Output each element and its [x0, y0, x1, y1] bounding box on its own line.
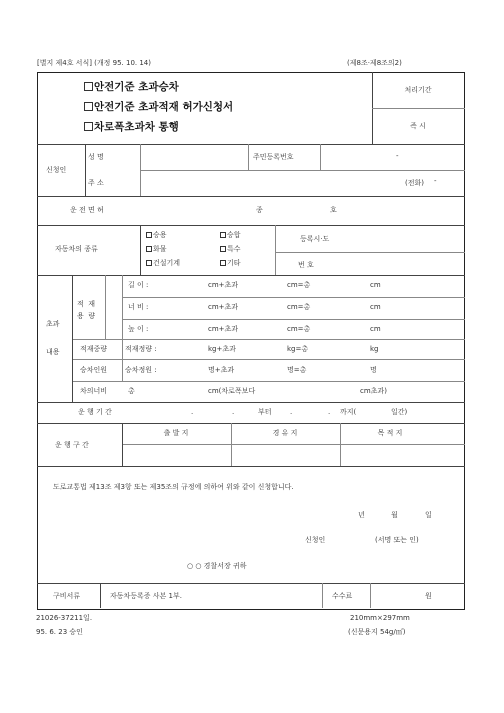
load-weight-label: 적재중량 — [80, 345, 108, 353]
form-code: 21026-37211일. — [36, 614, 93, 622]
resident-number-label: 주민등록번호 — [253, 153, 294, 161]
legal-article: (제8조·제8조의2) — [347, 59, 402, 67]
license-label: 운 전 면 허 — [70, 206, 104, 214]
paper-size: 210mm×297mm — [350, 614, 410, 622]
checkbox-icon — [84, 122, 93, 131]
load-weight-capacity: 적재정량 : — [125, 345, 157, 353]
height-formula: cm+초과 — [208, 325, 239, 333]
vehicle-option-cargo[interactable]: 화물 — [146, 246, 167, 253]
load-weight-unit: kg — [370, 345, 379, 353]
excess-section-label-2: 내용 — [46, 348, 60, 356]
name-label: 성 명 — [88, 153, 104, 161]
checkbox-icon — [84, 82, 93, 91]
load-weight-formula: kg+초과 — [208, 345, 236, 353]
checkbox-icon[interactable] — [220, 232, 226, 238]
width-formula: cm+초과 — [208, 303, 239, 311]
license-type-label: 종 — [256, 206, 263, 214]
checkbox-icon[interactable] — [220, 246, 226, 252]
length-label: 길 이 : — [128, 281, 149, 289]
fee-label: 수수료 — [332, 592, 353, 600]
checkbox-icon[interactable] — [220, 260, 226, 266]
length-unit: cm — [370, 281, 381, 289]
width-label: 너 비 : — [128, 303, 149, 311]
declaration-text: 도로교통법 제13조 제3항 또는 제35조의 규정에 의하여 위와 같이 신청합니다. — [53, 483, 294, 491]
height-unit: cm — [370, 325, 381, 333]
applicant-section-label: 신청인 — [46, 166, 67, 174]
phone-dash: - — [434, 177, 437, 185]
title-line-2: 안전기준 초과적재 허가신청서 — [84, 102, 233, 113]
destination-label: 목 적 지 — [377, 429, 403, 437]
operation-period-label: 운 행 기 간 — [78, 408, 112, 416]
period-dot: . — [290, 408, 293, 416]
year-label: 년 — [358, 511, 365, 519]
vehicle-width-total: 총 — [128, 387, 135, 395]
load-weight-total: kg=총 — [287, 345, 309, 353]
checkbox-icon[interactable] — [146, 246, 152, 252]
vehicle-width-excess: cm초과) — [360, 387, 387, 395]
vehicle-width-formula: cm(차로폭보다 — [208, 387, 256, 395]
passenger-label: 승차인원 — [80, 366, 108, 374]
excess-section-label-1: 초과 — [46, 320, 60, 328]
required-documents-label: 구비서류 — [53, 592, 81, 600]
passenger-capacity: 승차정원 : — [125, 366, 157, 374]
period-days: 일간) — [391, 408, 408, 416]
passenger-unit: 명 — [370, 366, 377, 374]
period-dot: . — [232, 408, 235, 416]
passenger-formula: 명+초과 — [208, 366, 235, 374]
addressee: ○ ○ 경찰서장 귀하 — [187, 562, 247, 570]
vehicle-type-label: 자동차의 종류 — [55, 245, 98, 253]
vehicle-option-construction[interactable]: 건설기계 — [146, 260, 180, 267]
height-total: cm=총 — [287, 325, 311, 333]
signature-placeholder: (서명 또는 인) — [375, 536, 419, 544]
height-label: 높 이 : — [128, 325, 149, 333]
vehicle-option-other[interactable]: 기타 — [220, 260, 241, 267]
required-documents-value: 자동차등록증 사본 1부. — [110, 592, 182, 600]
title-line-3: 차로폭초과차 통행 — [84, 122, 179, 133]
width-unit: cm — [370, 303, 381, 311]
period-dot: . — [328, 408, 331, 416]
processing-period-label: 처리기간 — [404, 86, 432, 94]
checkbox-icon — [84, 102, 93, 111]
vehicle-option-special[interactable]: 특수 — [220, 246, 241, 253]
processing-period-value: 즉 시 — [410, 122, 426, 130]
approval-date: 95. 6. 23 승인 — [36, 628, 83, 636]
vehicle-option-passenger[interactable]: 승용 — [146, 232, 167, 239]
license-number-label: 호 — [330, 206, 337, 214]
fee-unit: 원 — [425, 592, 432, 600]
vehicle-width-label: 차의너비 — [80, 387, 108, 395]
period-until: 까지( — [340, 408, 357, 416]
length-formula: cm+초과 — [208, 281, 239, 289]
vehicle-option-van[interactable]: 승합 — [220, 232, 241, 239]
checkbox-icon[interactable] — [146, 232, 152, 238]
checkbox-icon[interactable] — [146, 260, 152, 266]
signer-label: 신청인 — [305, 536, 326, 544]
paper-type: (신문용지 54g/㎡) — [348, 628, 406, 636]
vehicle-number-label: 번 호 — [298, 261, 314, 269]
departure-label: 출 발 지 — [163, 429, 189, 437]
day-label: 일 — [425, 511, 432, 519]
phone-label: (전화) — [405, 179, 424, 187]
address-label: 주 소 — [88, 179, 104, 187]
month-label: 월 — [391, 511, 398, 519]
operation-route-label: 운 행 구 간 — [55, 441, 89, 449]
width-total: cm=총 — [287, 303, 311, 311]
resident-number-dash: - — [396, 152, 399, 160]
period-from: 부터 — [258, 408, 272, 416]
form-number: [별지 제4호 서식] (개정 95. 10. 14) — [37, 59, 151, 67]
title-line-1: 안전기준 초과승차 — [84, 82, 179, 93]
passenger-total: 명=총 — [287, 366, 307, 374]
period-dot: . — [191, 408, 194, 416]
length-total: cm=총 — [287, 281, 311, 289]
load-capacity-label: 적 재 용 량 — [77, 300, 95, 320]
via-label: 경 유 지 — [272, 429, 298, 437]
registration-area-label: 등록시·도 — [300, 235, 330, 243]
